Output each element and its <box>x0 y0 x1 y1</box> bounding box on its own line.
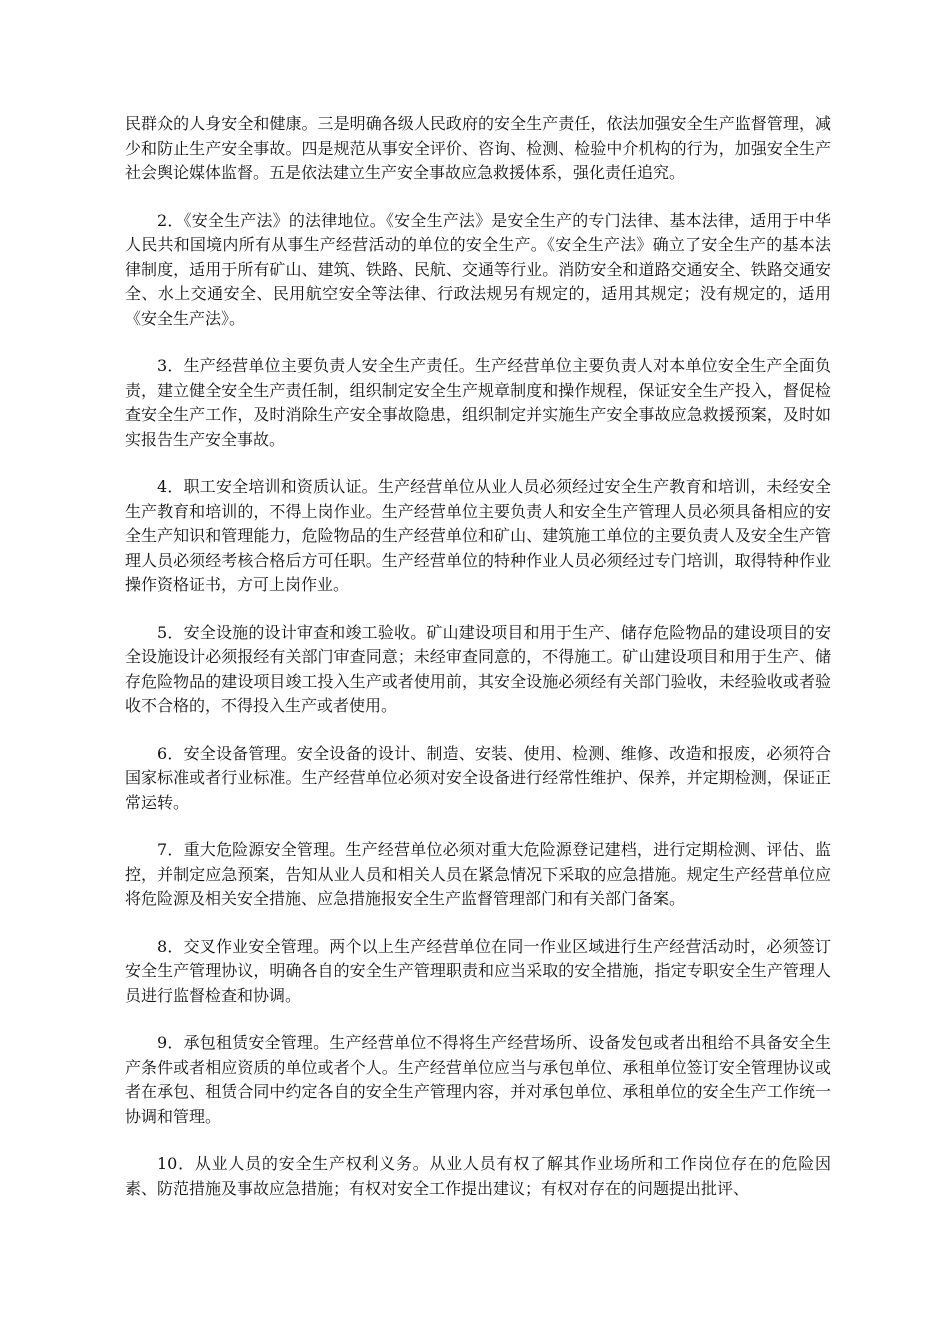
paragraph-number: 2． <box>157 210 184 230</box>
paragraph-text: 重大危险源安全管理。生产经营单位必须对重大危险源登记建档，进行定期检测、评估、监控，并制定应急预案，告知从业人员和相关人员在紧急情况下采取的应急措施。规定生产经营单位应将危险源及相关安全措施、应急措施报安全生产监督管理部门和有关部门备案。 <box>125 840 831 908</box>
paragraph-8 <box>125 935 831 1009</box>
paragraph-text: 《安全生产法》的法律地位。《安全生产法》是安全生产的专门法律、基本法律，适用于中华人民共和国境内所有从事生产经营活动的单位的安全生产。《安全生产法》确立了安全生产的基本法律制度，适用于所有矿山、建筑、铁路、民航、交通等行业。消防安全和道路交通安全、铁路交通安全、水上交通安全、民用航空安全等法律、行政法规另有规定的，适用其规定；没有规定的，适用《安全生产法》。 <box>125 210 831 328</box>
paragraph-text: 安全设备管理。安全设备的设计、制造、安装、使用、检测、维修、改造和报废，必须符合国家标准或者行业标准。生产经营单位必须对安全设备进行经常性维护、保养，并定期检测，保证正常运转。 <box>125 743 831 812</box>
document-body <box>125 112 831 1224</box>
paragraph-text: 职工安全培训和资质认证。生产经营单位从业人员必须经过安全生产教育和培训，未经安全生产教育和培训的，不得上岗作业。生产经营单位主要负责人和安全生产管理人员必须具备相应的安全生产知识和管理能力，危险物品的生产经营单位和矿山、建筑施工单位的主要负责人及安全生产管理人员必须经考核合格后方可任职。生产经营单位的特种作业人员必须经过专门培训，取得特种作业操作资格证书，方可上岗作业。 <box>125 477 831 594</box>
paragraph-number: 10． <box>157 1154 195 1173</box>
paragraph-9 <box>125 1031 831 1129</box>
paragraph-4 <box>125 475 831 598</box>
paragraph-text: 生产经营单位主要负责人安全生产责任。生产经营单位主要负责人对本单位安全生产全面负责，建立健全安全生产责任制，组织制定安全生产规章制度和操作规程，保证安全生产投入，督促检查安全生产工作，及时消除生产安全事故隐患，组织制定并实施生产安全事故应急救援预案，及时如实报告生产安全事故。 <box>125 356 831 449</box>
paragraph-number: 8． <box>157 936 184 956</box>
paragraph-text: 从业人员的安全生产权利义务。从业人员有权了解其作业场所和工作岗位存在的危险因素、防范措施及事故应急措施；有权对安全工作提出建议；有权对存在的问题提出批评、 <box>125 1154 831 1198</box>
paragraph-continuation <box>125 112 831 186</box>
paragraph-7 <box>125 838 831 912</box>
paragraph-number: 9． <box>157 1033 184 1052</box>
paragraph-text: 安全设施的设计审查和竣工验收。矿山建设项目和用于生产、储存危险物品的建设项目的安全设施设计必须报经有关部门审查同意；未经审查同意的，不得施工。矿山建设项目和用于生产、储存危险物品的建设项目竣工投入生产或者使用前，其安全设施必须经有关部门验收，未经验收或者验收不合格的，不得投入生产或者使用。 <box>125 622 831 715</box>
paragraph-number: 5． <box>157 622 184 642</box>
paragraph-2 <box>125 209 831 332</box>
paragraph-text: 民群众的人身安全和健康。三是明确各级人民政府的安全生产责任，依法加强安全生产监督管理，减少和防止生产安全事故。四是规范从事安全评价、咨询、检测、检验中介机构的行为，加强安全生产社会舆论媒体监督。五是依法建立生产安全事故应急救援体系，强化责任追究。 <box>125 114 831 182</box>
paragraph-3 <box>125 354 831 452</box>
paragraph-number: 7． <box>157 840 184 859</box>
paragraph-6 <box>125 742 831 816</box>
paragraph-number: 4． <box>157 477 184 496</box>
paragraph-number: 3． <box>157 356 184 375</box>
paragraph-5 <box>125 621 831 719</box>
paragraph-number: 6． <box>157 743 184 763</box>
paragraph-10 <box>125 1152 831 1201</box>
paragraph-text: 交叉作业安全管理。两个以上生产经营单位在同一作业区域进行生产经营活动时，必须签订安全生产管理协议，明确各自的安全生产管理职责和应当采取的安全措施，指定专职安全生产管理人员进行监督检查和协调。 <box>125 936 831 1005</box>
paragraph-text: 承包租赁安全管理。生产经营单位不得将生产经营场所、设备发包或者出租给不具备安全生产条件或者相应资质的单位或者个人。生产经营单位应当与承包单位、承租单位签订安全管理协议或者在承包、租赁合同中约定各自的安全生产管理内容，并对承包单位、承租单位的安全生产工作统一协调和管理。 <box>125 1033 831 1126</box>
